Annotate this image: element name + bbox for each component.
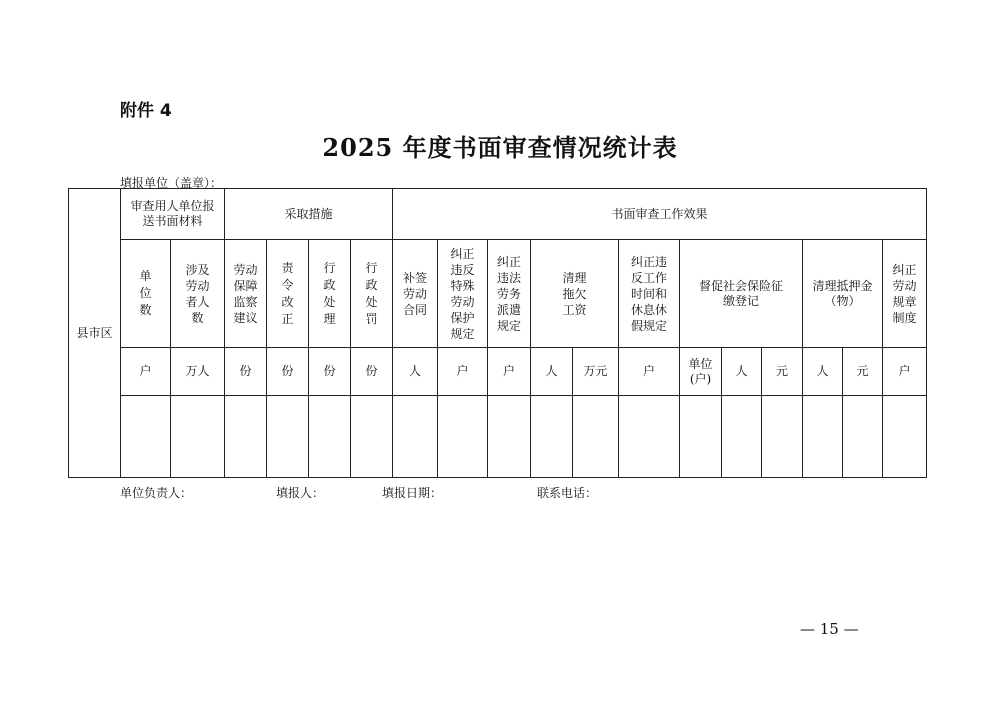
unit-cell: 万人 [171, 348, 225, 396]
unit-cell: 人 [531, 348, 573, 396]
data-cell[interactable] [267, 396, 309, 478]
col-insurance: 督促社会保险征缴登记 [680, 240, 803, 348]
data-cell[interactable] [351, 396, 393, 478]
col-deposit: 清理抵押金（物） [803, 240, 883, 348]
unit-cell: 户 [438, 348, 488, 396]
data-cell[interactable] [762, 396, 803, 478]
data-cell[interactable] [309, 396, 351, 478]
fill-unit-label: 填报单位（盖章）： [120, 176, 223, 190]
measures-group-header: 采取措施 [225, 189, 393, 240]
footer-filler: 填报人： [276, 486, 325, 500]
effect-group-header: 书面审查工作效果 [393, 189, 927, 240]
unit-cell: 户 [121, 348, 171, 396]
unit-cell: 元 [762, 348, 803, 396]
col-order: 责令改正 [267, 240, 309, 348]
col-special-protect: 纠正违反特殊劳动保护规定 [438, 240, 488, 348]
unit-cell: 万元 [573, 348, 619, 396]
data-cell[interactable] [573, 396, 619, 478]
footer-date: 填报日期： [382, 486, 443, 500]
unit-cell: 户 [883, 348, 927, 396]
col-work-time: 纠正违反工作时间和休息休假规定 [619, 240, 680, 348]
data-cell[interactable] [619, 396, 680, 478]
page-number: — 15 — [800, 620, 859, 638]
unit-cell: 户 [488, 348, 531, 396]
data-cell[interactable] [393, 396, 438, 478]
data-cell[interactable] [438, 396, 488, 478]
review-group-header: 审查用人单位报送书面材料 [121, 189, 225, 240]
unit-cell: 份 [267, 348, 309, 396]
footer-phone: 联系电话： [537, 486, 598, 500]
page-title: 2025 年度书面审查情况统计表 [322, 133, 678, 162]
unit-cell: 人 [803, 348, 843, 396]
data-cell[interactable] [121, 396, 171, 478]
col-units: 单位数 [121, 240, 171, 348]
col-workers: 涉及劳动者人数 [171, 240, 225, 348]
unit-cell: 人 [722, 348, 762, 396]
col-suggest: 劳动保障监察建议 [225, 240, 267, 348]
col-dispatch: 纠正违法劳务派遣规定 [488, 240, 531, 348]
data-cell[interactable] [722, 396, 762, 478]
statistics-table [68, 188, 927, 478]
unit-cell: 单位(户) [680, 348, 722, 396]
data-cell[interactable] [488, 396, 531, 478]
unit-cell: 人 [393, 348, 438, 396]
attachment-label: 附件 4 [120, 101, 172, 121]
unit-cell: 元 [843, 348, 883, 396]
footer-responsible: 单位负责人： [120, 486, 193, 500]
data-cell[interactable] [843, 396, 883, 478]
data-cell[interactable] [803, 396, 843, 478]
unit-cell: 份 [225, 348, 267, 396]
col-wages: 清理拖欠工资 [531, 240, 619, 348]
data-cell[interactable] [883, 396, 927, 478]
col-contract: 补签劳动合同 [393, 240, 438, 348]
col-rules: 纠正劳动规章制度 [883, 240, 927, 348]
col-admin-penalty: 行政处罚 [351, 240, 393, 348]
col-admin-handle: 行政处理 [309, 240, 351, 348]
county-header: 县市区 [69, 189, 121, 478]
data-cell[interactable] [171, 396, 225, 478]
unit-cell: 户 [619, 348, 680, 396]
data-cell[interactable] [680, 396, 722, 478]
unit-cell: 份 [309, 348, 351, 396]
unit-cell: 份 [351, 348, 393, 396]
data-cell[interactable] [531, 396, 573, 478]
data-cell[interactable] [225, 396, 267, 478]
